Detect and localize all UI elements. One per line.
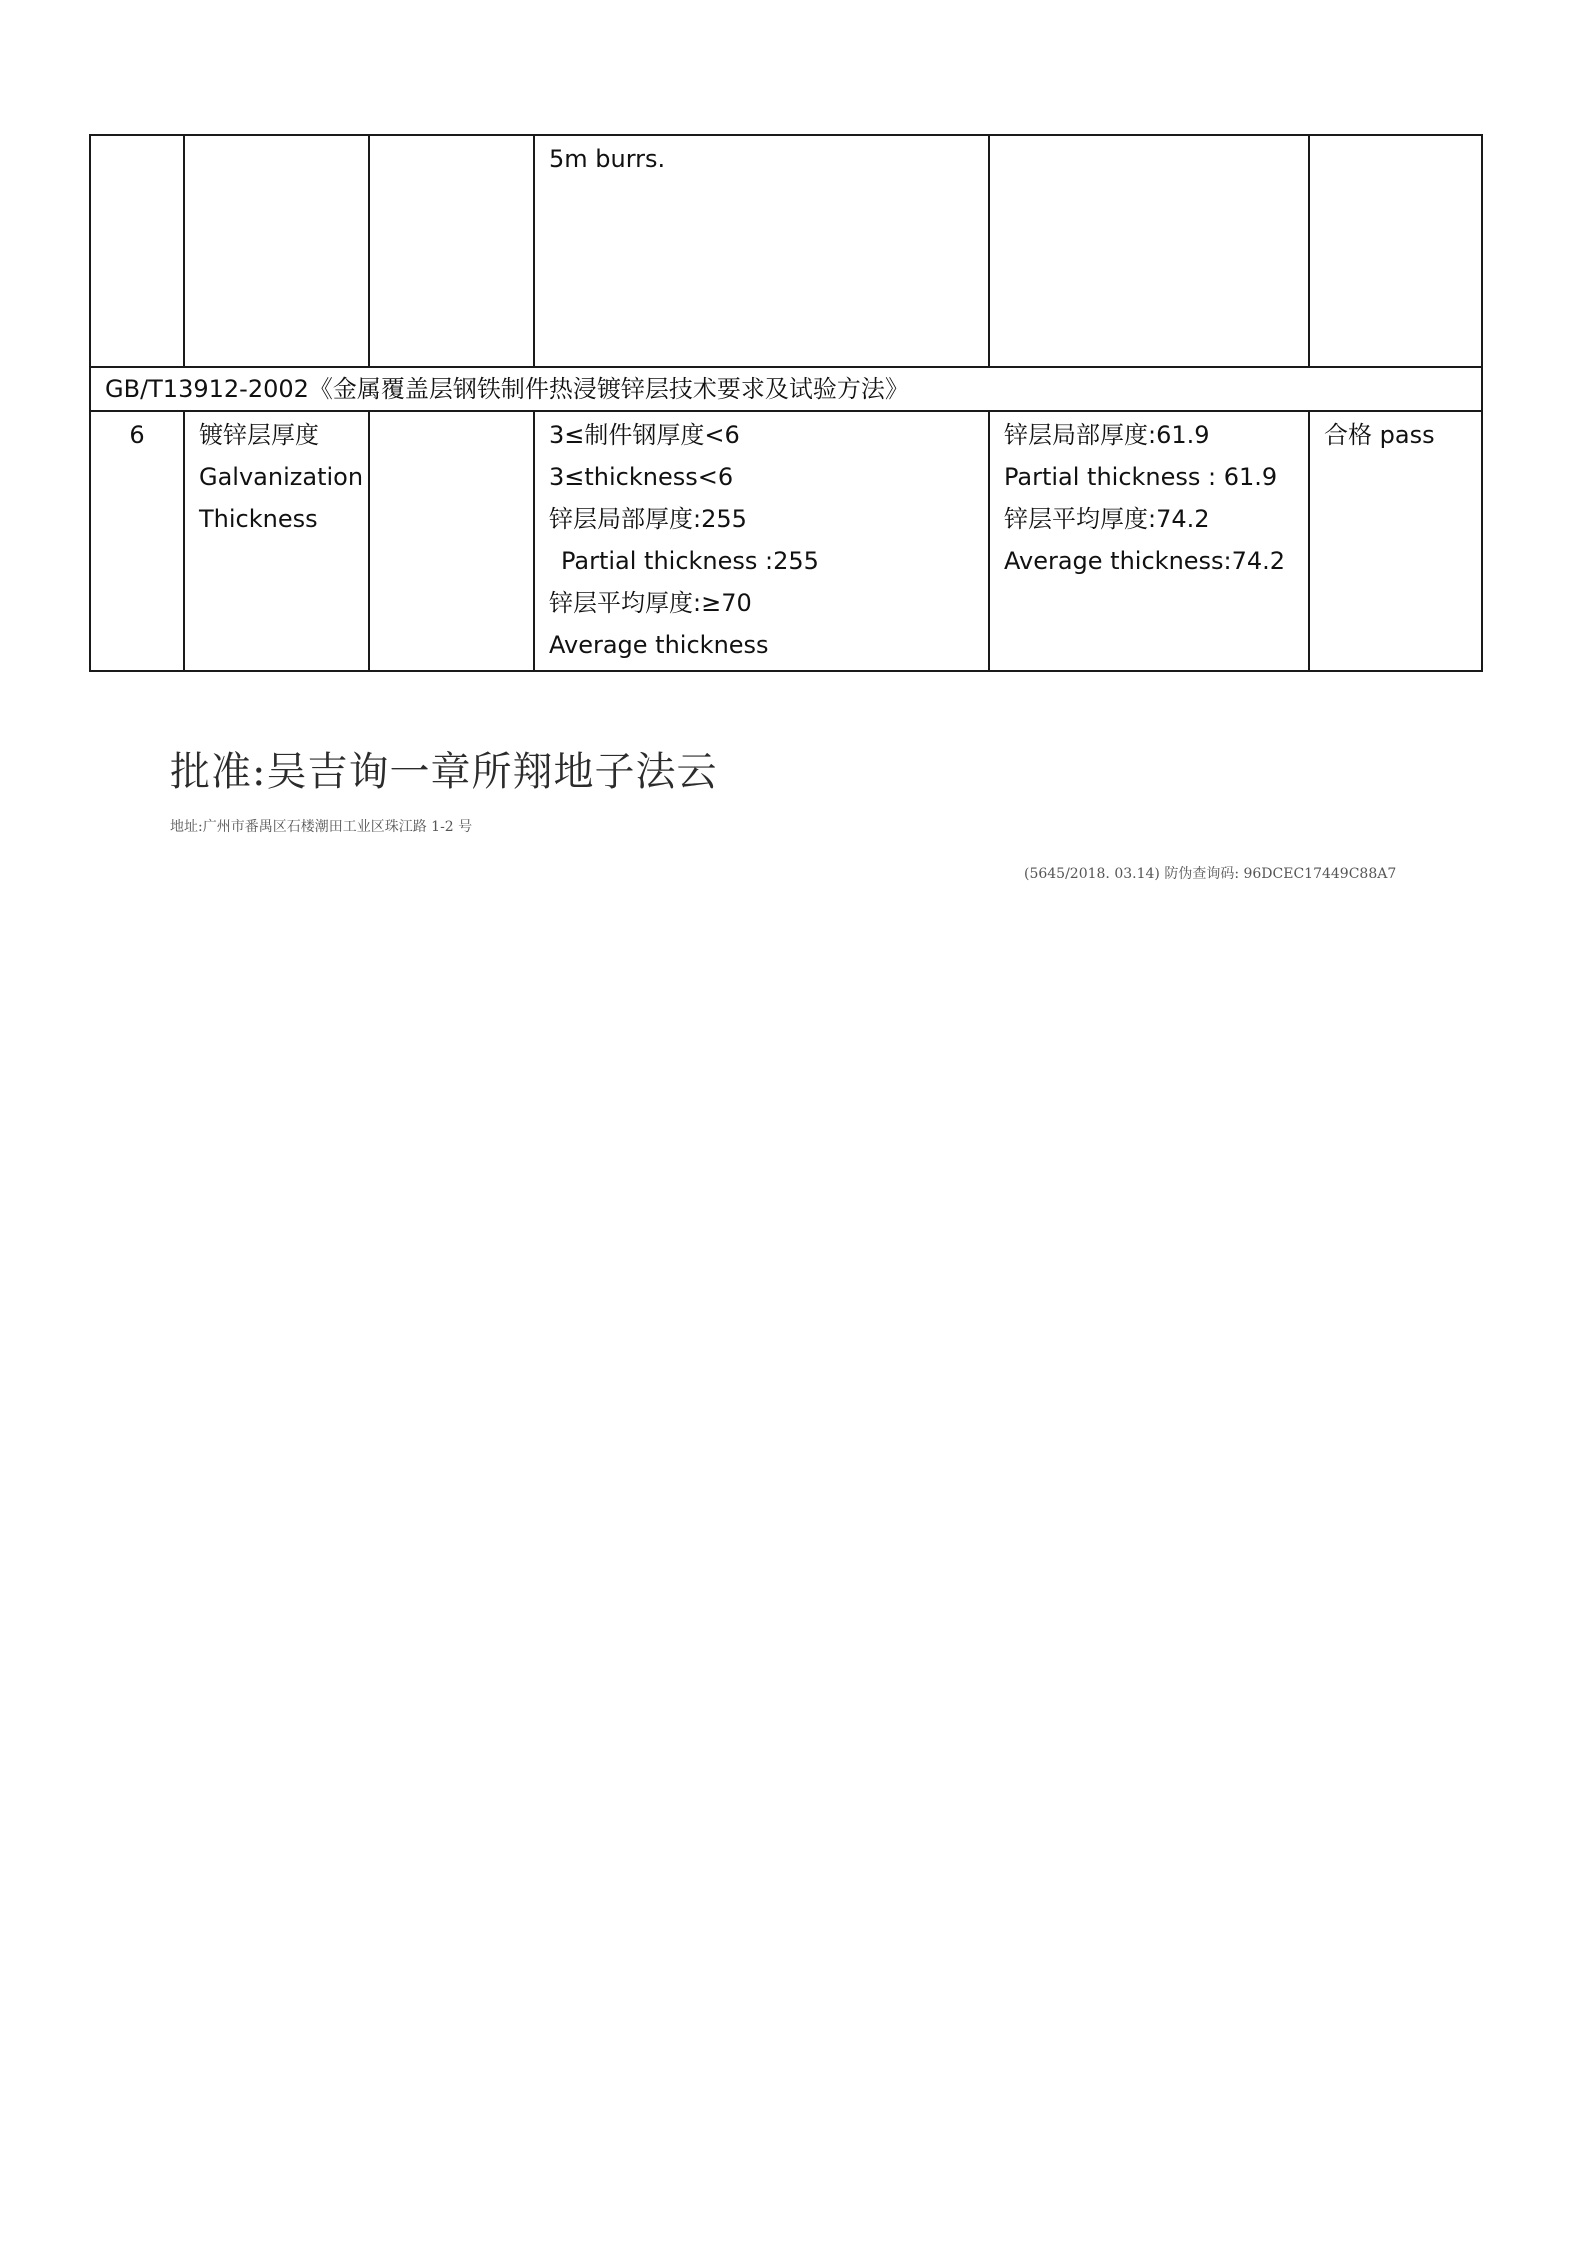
requirement-line: 锌层平均厚度:≥70 bbox=[549, 589, 752, 617]
anti-counterfeit-code: (5645/2018. 03.14) 防伪查询码: 96DCEC17449C88A7 bbox=[1024, 866, 1397, 882]
conclusion-text: 合格 pass bbox=[1324, 421, 1435, 449]
standard-cell bbox=[90, 367, 1482, 411]
requirement-line: 3≤制件钢厚度<6 bbox=[549, 421, 740, 449]
cell-conclusion bbox=[1309, 411, 1482, 671]
cell-item bbox=[184, 411, 369, 671]
cell-result bbox=[989, 135, 1309, 367]
requirement-line: 锌层局部厚度:255 bbox=[549, 505, 747, 533]
address-line: 地址:广州市番禺区石楼潮田工业区珠江路 1-2 号 bbox=[170, 819, 473, 835]
cell-item bbox=[184, 135, 369, 367]
table-row bbox=[90, 411, 1482, 671]
item-line: Thickness bbox=[199, 505, 318, 533]
requirement-line: Partial thickness :255 bbox=[561, 547, 819, 575]
standard-row bbox=[90, 367, 1482, 411]
cell-method bbox=[369, 135, 534, 367]
table-row-continued bbox=[90, 135, 1482, 367]
result-line: 锌层平均厚度:74.2 bbox=[1004, 505, 1210, 533]
cell-method bbox=[369, 411, 534, 671]
item-line: 镀锌层厚度 bbox=[199, 421, 319, 449]
result-line: Average thickness:74.2 bbox=[1004, 547, 1286, 575]
cell-number bbox=[90, 135, 184, 367]
cell-result bbox=[989, 411, 1309, 671]
test-results-table bbox=[89, 134, 1483, 672]
item-line: Galvanization bbox=[199, 463, 364, 491]
row-number: 6 bbox=[129, 421, 145, 449]
cell-number bbox=[90, 411, 184, 671]
requirement-line: 3≤thickness<6 bbox=[549, 463, 734, 491]
result-line: Partial thickness : 61.9 bbox=[1004, 463, 1278, 491]
result-line: 锌层局部厚度:61.9 bbox=[1004, 421, 1210, 449]
cell-conclusion bbox=[1309, 135, 1482, 367]
requirement-line: Average thickness bbox=[549, 631, 769, 659]
requirement-text: 5m burrs. bbox=[549, 145, 666, 173]
standard-title: GB/T13912-2002《金属覆盖层钢铁制件热浸镀锌层技术要求及试验方法》 bbox=[105, 375, 909, 403]
cell-requirement bbox=[534, 411, 989, 671]
cell-requirement bbox=[534, 135, 989, 367]
approval-line: 批准:吴吉询一章所翔地子法云 bbox=[170, 749, 718, 795]
